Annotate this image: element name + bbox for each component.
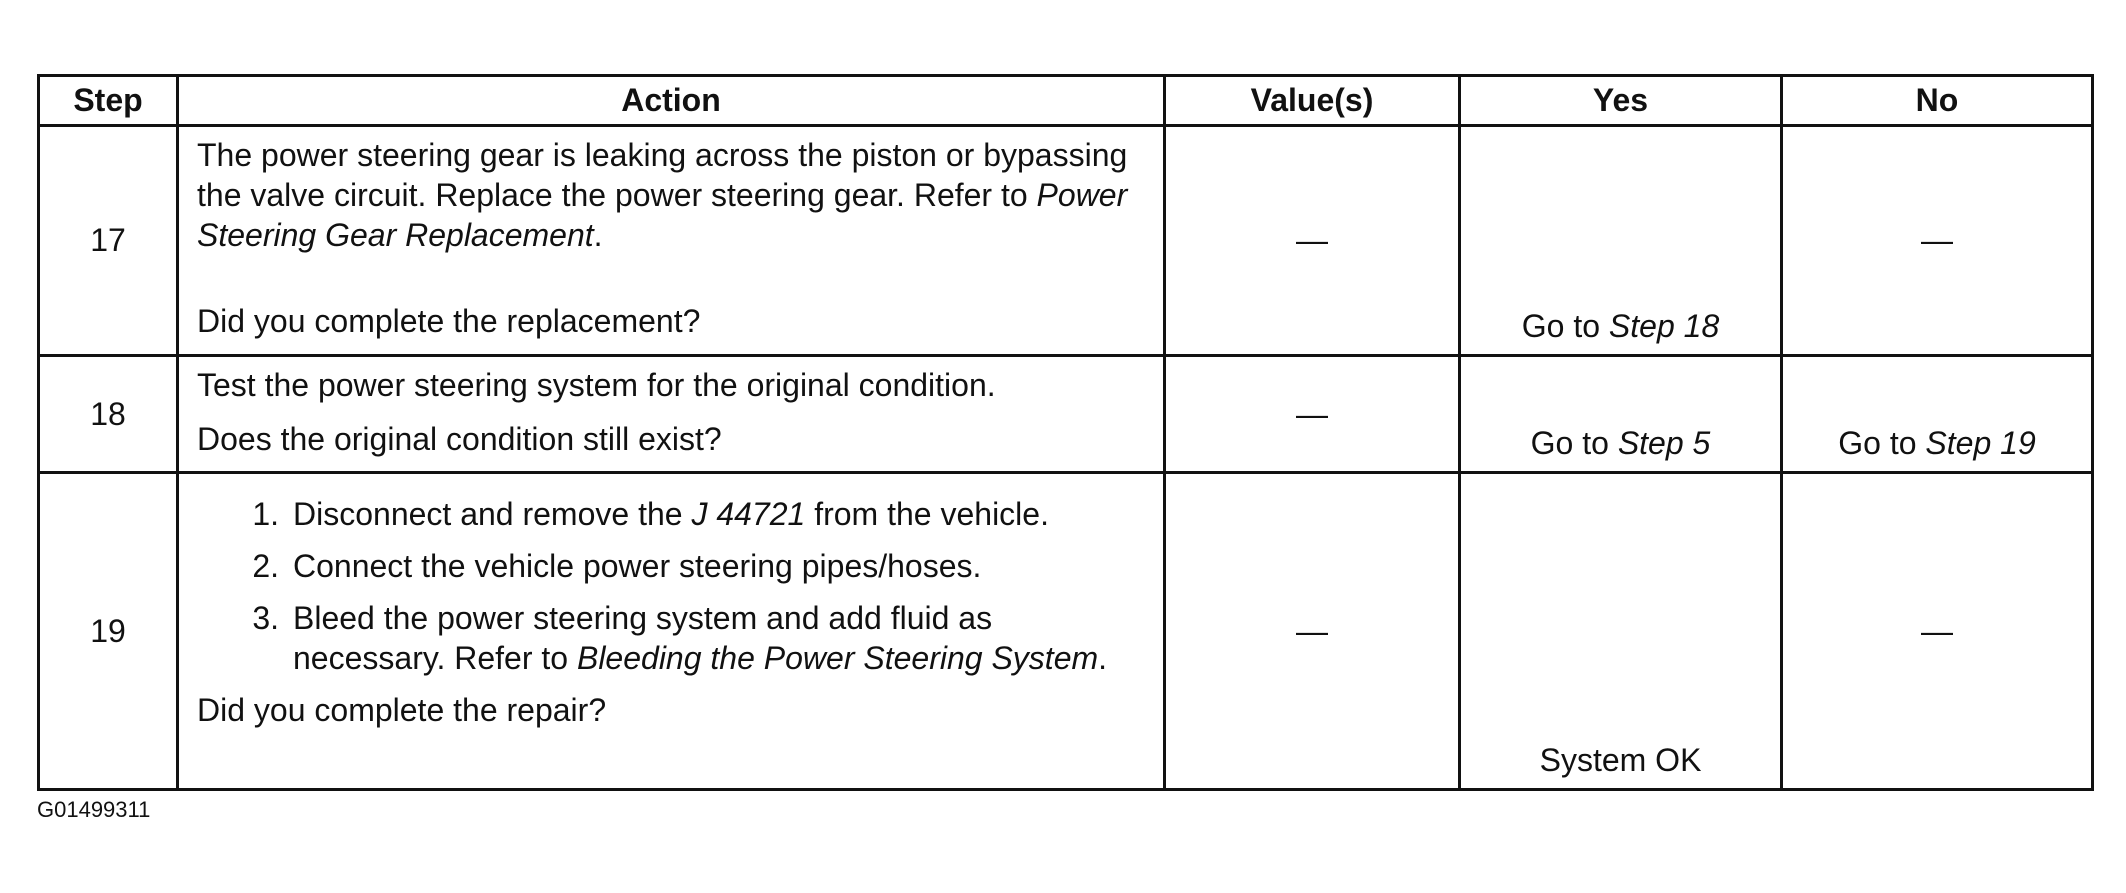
step-number: 19 [39,473,178,790]
action-question: Does the original condition still exist? [197,421,722,457]
header-row [39,76,2093,126]
action-cell [178,473,1165,790]
tool-reference: J 44721 [691,496,806,532]
no-cell: — [1782,473,2093,790]
list-item: 2. Connect the vehicle power steering pipes/hoses. [252,548,982,584]
list-item: 1. Disconnect and remove the J 44721 from the vehicle. [252,496,1049,532]
procedure-reference: Bleeding the Power Steering System [576,640,1099,676]
step-number: 17 [39,126,178,356]
table-row [39,356,2093,473]
figure-id: G01499311 [37,797,151,822]
value-cell: — [1165,473,1460,790]
action-reference: Power Steering Gear Replacement [197,177,1128,253]
yes-cell: System OK [1460,473,1782,790]
action-text: The power steering gear is leaking across the piston or bypassing the valve circuit. Replace the power steering gear. Refer to Power Steering Gear Replacement. [197,137,1128,253]
header-step: Step [39,76,178,126]
header-no: No [1782,76,2093,126]
no-cell: — [1782,126,2093,356]
header-yes: Yes [1460,76,1782,126]
action-text: Test the power steering system for the original condition. [197,367,996,403]
header-action: Action [178,76,1165,126]
header-values: Value(s) [1165,76,1460,126]
step-number: 18 [39,356,178,473]
action-cell [178,356,1165,473]
list-item: 3. Bleed the power steering system and add fluid as necessary. Refer to Bleeding the Power Steering System. [252,600,1108,676]
action-question: Did you complete the replacement? [197,303,701,339]
diagnostic-table [37,74,2094,791]
yes-cell: Go to Step 18 [1460,126,1782,356]
action-cell [178,126,1165,356]
yes-step-reference: Step 18 [1608,308,1720,344]
action-steps-list [197,494,1147,678]
action-question: Did you complete the repair? [197,692,607,728]
table-row [39,473,2093,790]
no-step-reference: Step 19 [1925,425,2036,461]
no-cell: Go to Step 19 [1782,356,2093,473]
value-cell: — [1165,126,1460,356]
value-cell: — [1165,356,1460,473]
table-row [39,126,2093,356]
yes-cell: Go to Step 5 [1460,356,1782,473]
yes-step-reference: Step 5 [1617,425,1711,461]
